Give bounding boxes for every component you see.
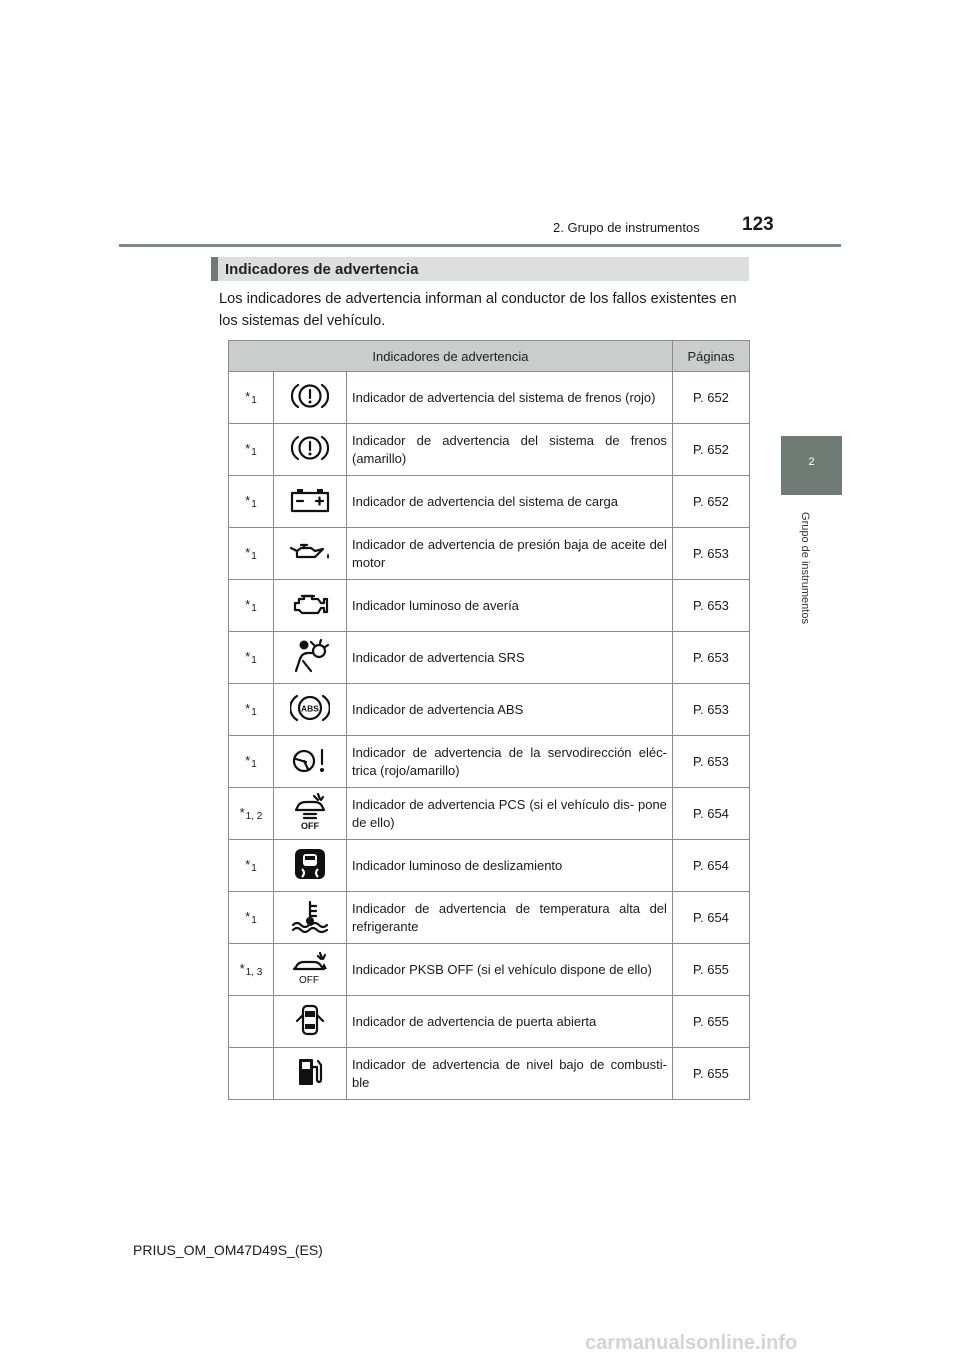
indicator-icon-cell	[273, 736, 346, 788]
fuel-icon	[293, 1055, 327, 1092]
footnote-star: *	[245, 649, 251, 664]
table-row	[229, 372, 750, 424]
indicator-icon-cell	[273, 892, 346, 944]
indicator-description: Indicador de advertencia de nivel bajo de combusti- ble	[346, 1048, 672, 1100]
page-reference: P. 654	[672, 840, 749, 892]
side-tab-label: Grupo de instrumentos	[799, 512, 811, 624]
oil-can-icon	[288, 542, 332, 565]
footnote-marker	[229, 684, 274, 736]
indicator-icon-cell	[273, 476, 346, 528]
footnote-marker	[229, 476, 274, 528]
table-row	[229, 476, 750, 528]
slip-indicator-icon	[293, 847, 327, 884]
table-row	[229, 996, 750, 1048]
indicator-icon-cell	[273, 424, 346, 476]
abs-icon	[290, 692, 330, 727]
page-number: 123	[742, 214, 774, 235]
table-header-row	[229, 341, 750, 372]
side-tab-number: 2	[808, 456, 815, 468]
indicator-description: Indicador de advertencia PCS (si el vehículo dis- pone de ello)	[346, 788, 672, 840]
icon-off-label: OFF	[298, 975, 319, 985]
footnote-star: *	[245, 701, 251, 716]
table-row	[229, 788, 750, 840]
footnote-star: *	[245, 909, 251, 924]
footnote-marker	[229, 580, 274, 632]
indicator-description: Indicador PKSB OFF (si el vehículo dispone de ello)	[346, 944, 672, 996]
footnote-star: *	[239, 961, 245, 976]
brake-warning-icon	[291, 433, 329, 466]
table-row	[229, 840, 750, 892]
footnote-marker	[229, 372, 274, 424]
header-rule	[119, 244, 841, 247]
indicator-description: Indicador de advertencia ABS	[346, 684, 672, 736]
footnote-star: *	[245, 389, 251, 404]
page-reference: P. 652	[672, 476, 749, 528]
footnote-star: *	[239, 805, 245, 820]
indicator-icon-cell	[273, 632, 346, 684]
page-reference: P. 654	[672, 892, 749, 944]
header-indicators: Indicadores de advertencia	[229, 341, 673, 372]
document-code: PRIUS_OM_OM47D49S_(ES)	[133, 1242, 323, 1258]
indicator-description: Indicador de advertencia de la servodirección eléc- trica (rojo/amarillo)	[346, 736, 672, 788]
footnote-number: 1	[251, 915, 257, 926]
footnote-marker	[229, 528, 274, 580]
footnote-star: *	[245, 857, 251, 872]
table-row	[229, 736, 750, 788]
footnote-marker	[229, 632, 274, 684]
warning-indicators-table	[228, 340, 750, 1100]
table-row	[229, 1048, 750, 1100]
footnote-number: 1	[251, 499, 257, 510]
footnote-star: *	[245, 545, 251, 560]
indicator-icon-cell	[273, 528, 346, 580]
battery-icon	[290, 487, 330, 516]
footnote-number: 1	[251, 707, 257, 718]
footnote-marker	[229, 944, 274, 996]
indicator-description: Indicador de advertencia del sistema de carga	[346, 476, 672, 528]
page-reference: P. 653	[672, 632, 749, 684]
pcs-off-icon	[290, 792, 330, 835]
brake-warning-icon	[291, 381, 329, 414]
footnote-number: 1, 2	[245, 811, 263, 822]
icon-off-label: OFF	[300, 821, 319, 831]
indicator-icon-cell	[273, 580, 346, 632]
steering-warning-icon	[290, 746, 330, 777]
section-heading-bar	[211, 257, 749, 281]
chapter-side-tab	[781, 436, 842, 495]
indicator-description: Indicador de advertencia de puerta abierta	[346, 996, 672, 1048]
chapter-title: 2. Grupo de instrumentos	[553, 220, 700, 235]
footnote-marker	[229, 736, 274, 788]
indicator-description: Indicador de advertencia SRS	[346, 632, 672, 684]
intro-paragraph: Los indicadores de advertencia informan al conductor de los fallos existentes en los sistemas del vehículo.	[219, 291, 737, 329]
indicator-description: Indicador de advertencia de temperatura alta del refrigerante	[346, 892, 672, 944]
page-reference: P. 653	[672, 736, 749, 788]
svg-text:ABS: ABS	[300, 703, 319, 714]
table-row	[229, 580, 750, 632]
footnote-number: 1, 3	[245, 967, 263, 978]
check-engine-icon	[290, 591, 330, 620]
footnote-number: 1	[251, 759, 257, 770]
footnote-star: *	[245, 493, 251, 508]
footnote-marker	[229, 996, 274, 1048]
table-row	[229, 944, 750, 996]
table-row	[229, 528, 750, 580]
page-reference: P. 655	[672, 996, 749, 1048]
table-row	[229, 892, 750, 944]
indicator-icon-cell	[273, 788, 346, 840]
table-row	[229, 632, 750, 684]
page-reference: P. 653	[672, 580, 749, 632]
section-title: Indicadores de advertencia	[225, 261, 419, 278]
footnote-marker	[229, 788, 274, 840]
indicator-icon-cell	[273, 372, 346, 424]
page-reference: P. 653	[672, 684, 749, 736]
indicator-icon-cell	[273, 944, 346, 996]
footnote-star: *	[245, 597, 251, 612]
indicator-description: Indicador luminoso de deslizamiento	[346, 840, 672, 892]
pksb-off-icon	[290, 951, 330, 988]
watermark: carmanualsonline.info	[585, 1332, 798, 1354]
indicator-icon-cell	[273, 1048, 346, 1100]
page-reference: P. 655	[672, 1048, 749, 1100]
page-reference: P. 652	[672, 424, 749, 476]
footnote-number: 1	[251, 603, 257, 614]
section-heading-accent	[211, 257, 218, 281]
page-reference: P. 654	[672, 788, 749, 840]
indicator-icon-cell	[273, 684, 346, 736]
footnote-marker	[229, 840, 274, 892]
footnote-number: 1	[251, 447, 257, 458]
indicator-description: Indicador de advertencia de presión baja de aceite del motor	[346, 528, 672, 580]
footnote-number: 1	[251, 863, 257, 874]
footnote-marker	[229, 1048, 274, 1100]
footnote-star: *	[245, 441, 251, 456]
footnote-star: *	[245, 753, 251, 768]
door-open-icon	[293, 1002, 327, 1041]
header-pages: Páginas	[672, 341, 749, 372]
indicator-description: Indicador de advertencia del sistema de frenos (amarillo)	[346, 424, 672, 476]
footnote-marker	[229, 892, 274, 944]
table-row	[229, 684, 750, 736]
table-row	[229, 424, 750, 476]
page-reference: P. 652	[672, 372, 749, 424]
coolant-temperature-icon	[290, 899, 330, 936]
footnote-marker	[229, 424, 274, 476]
indicator-icon-cell	[273, 996, 346, 1048]
indicator-description: Indicador luminoso de avería	[346, 580, 672, 632]
airbag-icon	[291, 639, 329, 676]
page-reference: P. 655	[672, 944, 749, 996]
footnote-number: 1	[251, 551, 257, 562]
indicator-description: Indicador de advertencia del sistema de frenos (rojo)	[346, 372, 672, 424]
page-reference: P. 653	[672, 528, 749, 580]
footnote-number: 1	[251, 395, 257, 406]
footnote-number: 1	[251, 655, 257, 666]
indicator-icon-cell	[273, 840, 346, 892]
